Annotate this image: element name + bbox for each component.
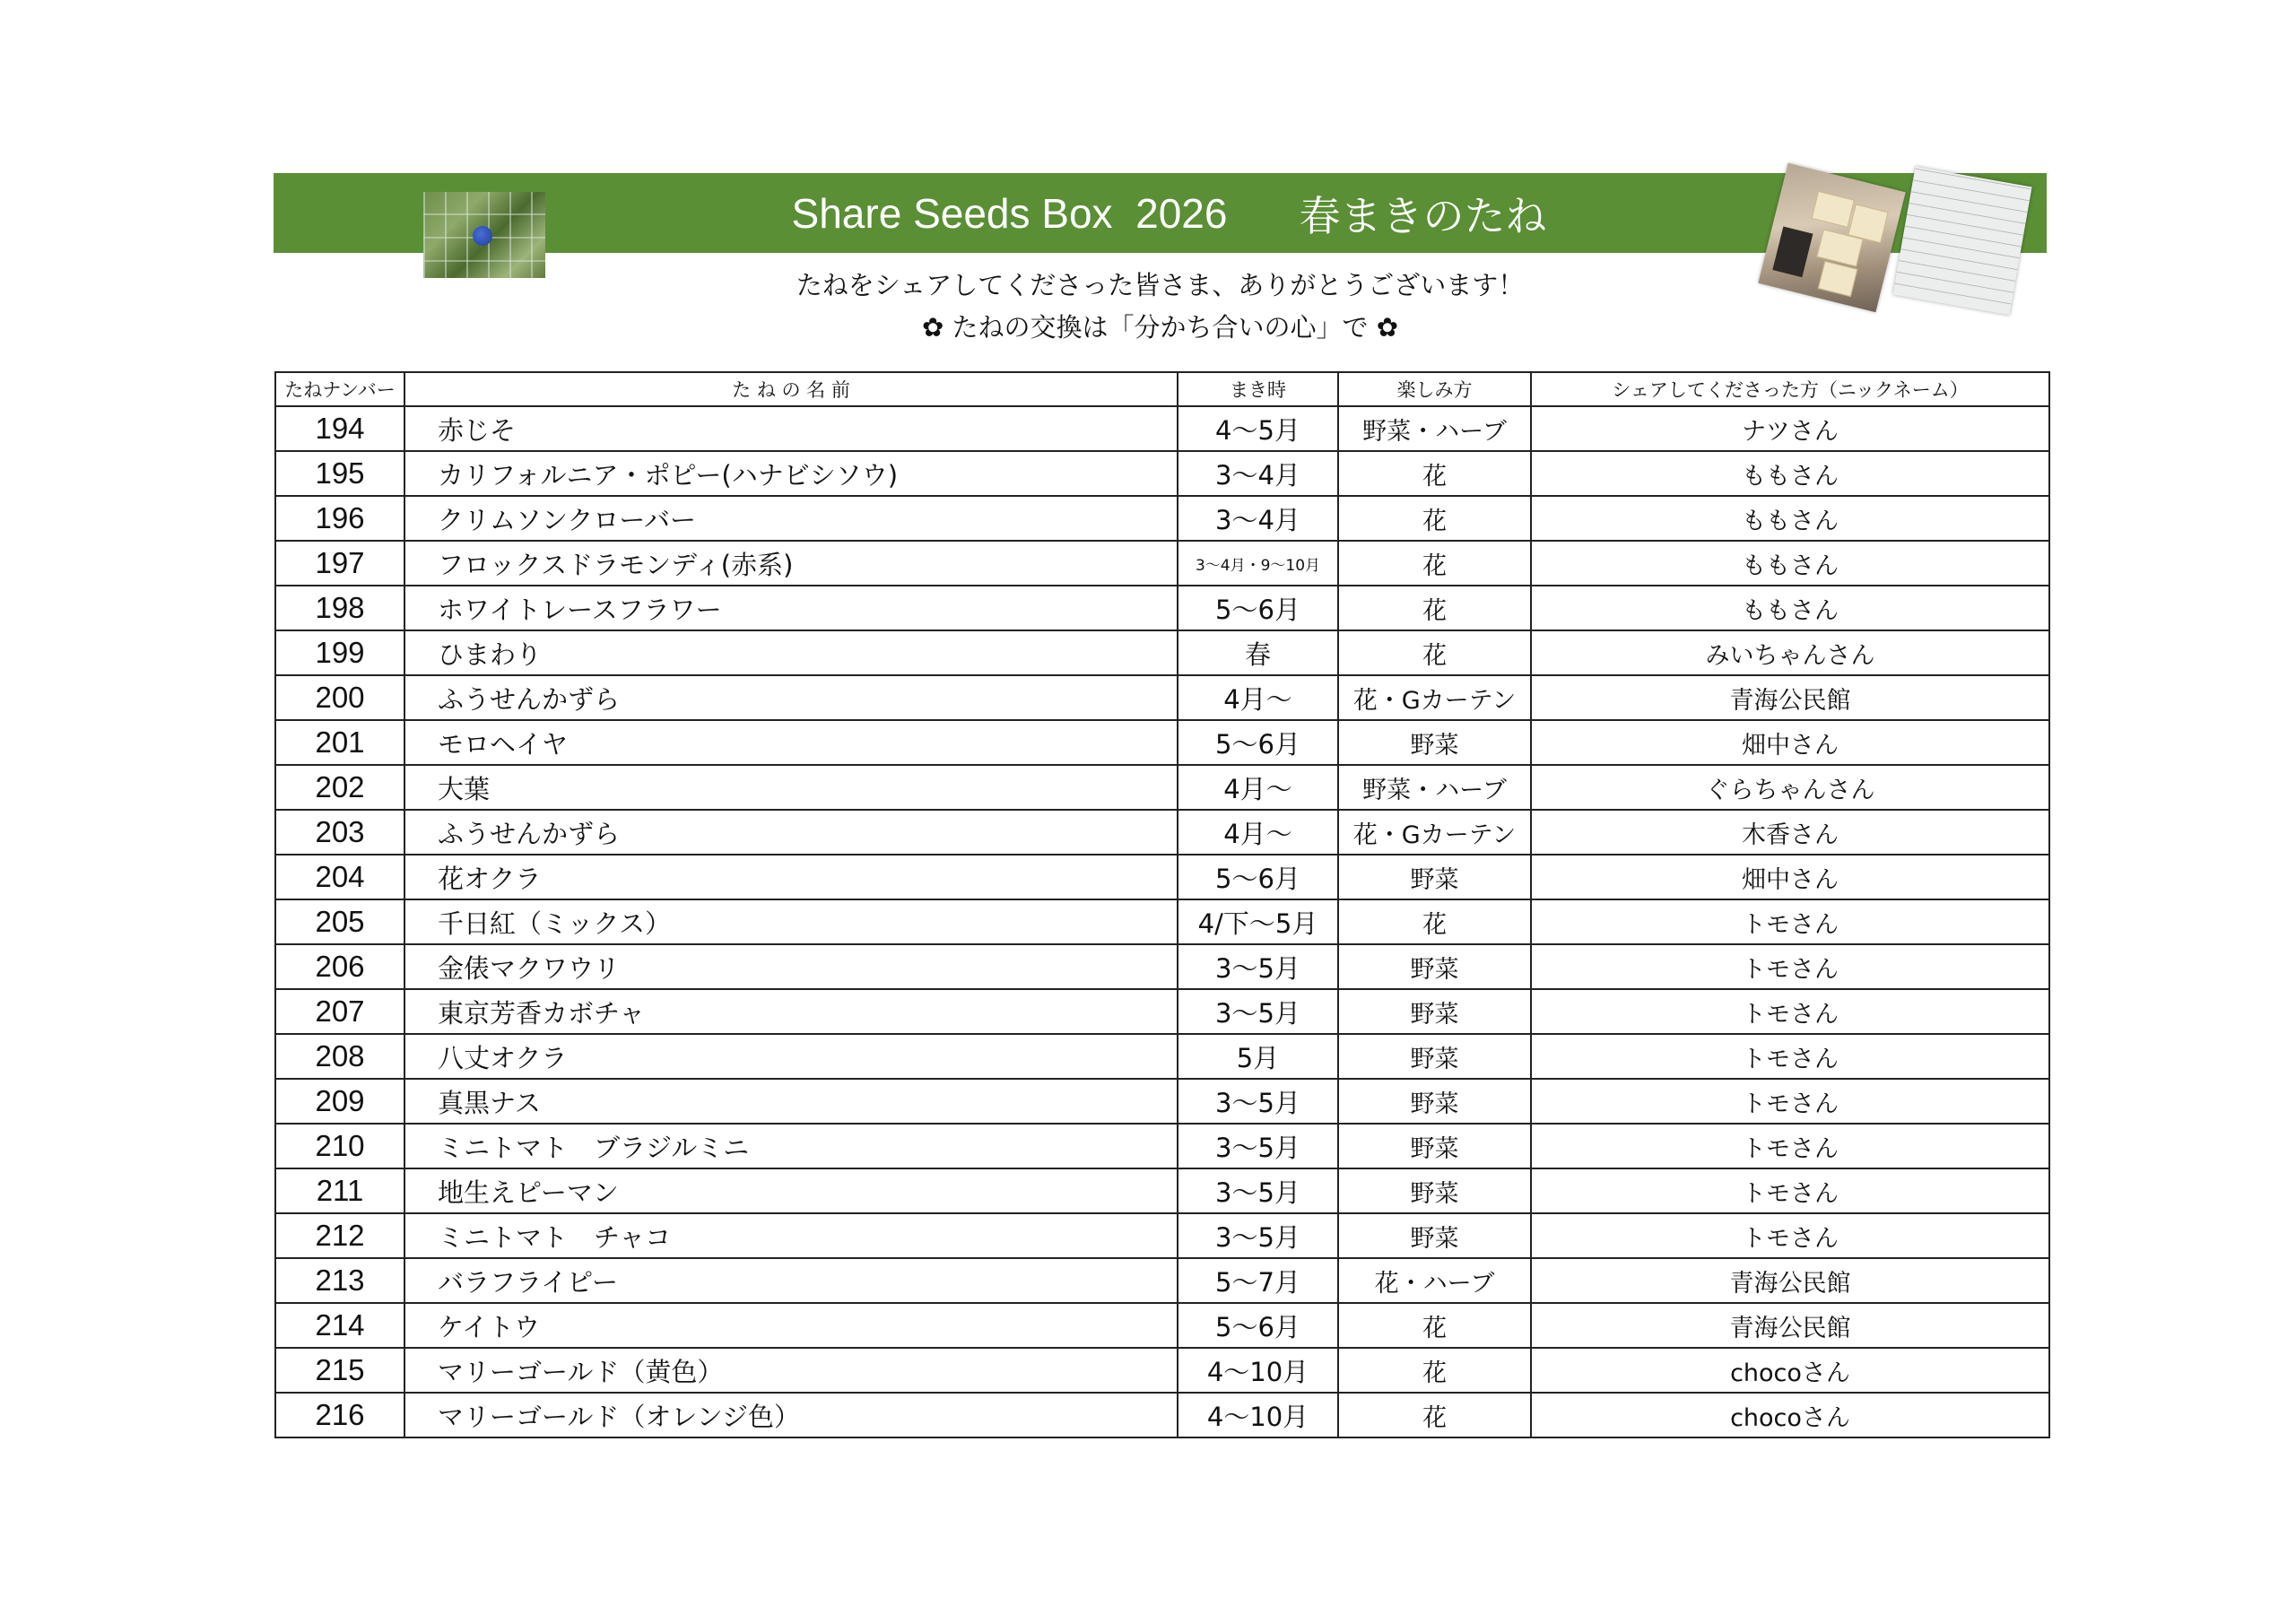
seed-name: ミニトマト チャコ — [404, 1213, 1178, 1258]
seed-number: 199 — [275, 630, 404, 675]
sowing-time: 3～5月 — [1178, 944, 1338, 989]
sowing-time: 3～5月 — [1178, 1124, 1338, 1168]
sharer-name: ももさん — [1531, 586, 2049, 630]
seed-use: 野菜 — [1338, 944, 1531, 989]
sharer-name: トモさん — [1531, 1168, 2049, 1213]
sowing-time: 4～5月 — [1178, 406, 1338, 451]
table-row — [275, 810, 2049, 855]
sowing-time: 4月～ — [1178, 675, 1338, 720]
table-row — [275, 1034, 2049, 1079]
table-row — [275, 989, 2049, 1034]
sowing-time: 5～6月 — [1178, 720, 1338, 765]
table-row — [275, 1348, 2049, 1393]
seed-name: 金俵マクワウリ — [404, 944, 1178, 989]
sowing-time: 3～4月 — [1178, 451, 1338, 496]
seed-number: 195 — [275, 451, 404, 496]
table-row — [275, 1168, 2049, 1213]
sharer-name: トモさん — [1531, 989, 2049, 1034]
seed-name: ふうせんかずら — [404, 810, 1178, 855]
seed-name: ホワイトレースフラワー — [404, 586, 1178, 630]
sharer-name: ナツさん — [1531, 406, 2049, 451]
seed-name: 真黒ナス — [404, 1079, 1178, 1124]
seed-use: 野菜 — [1338, 1034, 1531, 1079]
table-row — [275, 1258, 2049, 1303]
seed-use: 花・Gカーテン — [1338, 810, 1531, 855]
seed-name: 地生えピーマン — [404, 1168, 1178, 1213]
sharer-name: 畑中さん — [1531, 720, 2049, 765]
sowing-time: 3～4月・9～10月 — [1178, 541, 1338, 586]
seed-name: マリーゴールド（オレンジ色） — [404, 1393, 1178, 1437]
banner-subtitle: 春まきのたね — [1299, 192, 1547, 239]
table-row — [275, 855, 2049, 899]
seed-number: 200 — [275, 675, 404, 720]
sharer-name: ももさん — [1531, 451, 2049, 496]
sowing-time: 4～10月 — [1178, 1348, 1338, 1393]
seed-use: 野菜・ハーブ — [1338, 765, 1531, 810]
seed-name: モロヘイヤ — [404, 720, 1178, 765]
table-row — [275, 675, 2049, 720]
seed-number: 198 — [275, 586, 404, 630]
table-row — [275, 630, 2049, 675]
table-row — [275, 899, 2049, 944]
sharer-name: ももさん — [1531, 541, 2049, 586]
seed-number: 209 — [275, 1079, 404, 1124]
seed-name: 八丈オクラ — [404, 1034, 1178, 1079]
seed-use: 花 — [1338, 451, 1531, 496]
sharer-name: トモさん — [1531, 1124, 2049, 1168]
sowing-time: 3～4月 — [1178, 496, 1338, 541]
seed-use: 野菜 — [1338, 1124, 1531, 1168]
seed-number: 216 — [275, 1393, 404, 1437]
seed-use: 花 — [1338, 1303, 1531, 1348]
seed-number: 197 — [275, 541, 404, 586]
sharer-name: みいちゃんさん — [1531, 630, 2049, 675]
seed-use: 野菜 — [1338, 1168, 1531, 1213]
seed-number: 204 — [275, 855, 404, 899]
seed-number: 202 — [275, 765, 404, 810]
seed-name: 花オクラ — [404, 855, 1178, 899]
header-sharer: シェアしてくださった方（ニックネーム） — [1531, 372, 2049, 406]
sowing-time: 4～10月 — [1178, 1393, 1338, 1437]
seed-number: 208 — [275, 1034, 404, 1079]
table-header-row — [275, 372, 2049, 406]
seed-name: ケイトウ — [404, 1303, 1178, 1348]
sharer-name: chocoさん — [1531, 1348, 2049, 1393]
table-row — [275, 720, 2049, 765]
sowing-time: 5月 — [1178, 1034, 1338, 1079]
seed-name: フロックスドラモンディ(赤系) — [404, 541, 1178, 586]
seed-number: 206 — [275, 944, 404, 989]
sharer-name: トモさん — [1531, 1213, 2049, 1258]
table-row — [275, 944, 2049, 989]
seed-use: 花 — [1338, 541, 1531, 586]
seed-name: 赤じそ — [404, 406, 1178, 451]
table-row — [275, 496, 2049, 541]
header-use: 楽しみ方 — [1338, 372, 1531, 406]
seed-name: バラフライピー — [404, 1258, 1178, 1303]
seed-use: 花 — [1338, 496, 1531, 541]
seed-use: 野菜 — [1338, 720, 1531, 765]
seed-number: 214 — [275, 1303, 404, 1348]
sowing-time: 3～5月 — [1178, 1168, 1338, 1213]
seed-number: 211 — [275, 1168, 404, 1213]
seed-use: 花・Gカーテン — [1338, 675, 1531, 720]
sharer-name: ももさん — [1531, 496, 2049, 541]
sowing-time: 4月～ — [1178, 765, 1338, 810]
seed-use: 花 — [1338, 899, 1531, 944]
sharer-name: 青海公民館 — [1531, 675, 2049, 720]
sharer-name: トモさん — [1531, 944, 2049, 989]
sharer-name: 畑中さん — [1531, 855, 2049, 899]
seed-use: 花・ハーブ — [1338, 1258, 1531, 1303]
table-row — [275, 765, 2049, 810]
sharer-name: ぐらちゃんさん — [1531, 765, 2049, 810]
seed-name: 千日紅（ミックス） — [404, 899, 1178, 944]
seed-number: 205 — [275, 899, 404, 944]
table-row — [275, 1079, 2049, 1124]
seed-number: 203 — [275, 810, 404, 855]
table-row — [275, 586, 2049, 630]
table-row — [275, 451, 2049, 496]
seed-use: 野菜 — [1338, 1079, 1531, 1124]
seed-number: 207 — [275, 989, 404, 1034]
header-season: まき時 — [1178, 372, 1338, 406]
sharer-name: 木香さん — [1531, 810, 2049, 855]
seed-name: クリムソンクローバー — [404, 496, 1178, 541]
seed-number: 210 — [275, 1124, 404, 1168]
seed-name: ひまわり — [404, 630, 1178, 675]
table-row — [275, 541, 2049, 586]
table-row — [275, 1213, 2049, 1258]
sowing-time: 5～7月 — [1178, 1258, 1338, 1303]
sowing-time: 3～5月 — [1178, 989, 1338, 1034]
sharer-name: 青海公民館 — [1531, 1258, 2049, 1303]
exchange-note: ✿ たねの交換は「分かち合いの心」で ✿ — [921, 312, 1399, 343]
sowing-time: 春 — [1178, 630, 1338, 675]
seed-name: ふうせんかずら — [404, 675, 1178, 720]
header-number: たねナンバー — [275, 372, 404, 406]
table-row — [275, 1393, 2049, 1437]
seed-use: 野菜 — [1338, 989, 1531, 1034]
sowing-time: 5～6月 — [1178, 855, 1338, 899]
seed-name: ミニトマト ブラジルミニ — [404, 1124, 1178, 1168]
sowing-time: 5～6月 — [1178, 1303, 1338, 1348]
seed-number: 212 — [275, 1213, 404, 1258]
seed-number: 201 — [275, 720, 404, 765]
seed-number: 196 — [275, 496, 404, 541]
sharer-name: トモさん — [1531, 899, 2049, 944]
sharer-name: トモさん — [1531, 1034, 2049, 1079]
seed-number: 215 — [275, 1348, 404, 1393]
banner-title: Share Seeds Box 2026 — [791, 189, 1228, 237]
sowing-time: 3～5月 — [1178, 1213, 1338, 1258]
seed-name: カリフォルニア・ポピー(ハナビシソウ) — [404, 451, 1178, 496]
seed-table — [274, 371, 2050, 1438]
table-row — [275, 1303, 2049, 1348]
table-row — [275, 1124, 2049, 1168]
seed-name: 東京芳香カボチャ — [404, 989, 1178, 1034]
sowing-time: 4/下～5月 — [1178, 899, 1338, 944]
seed-name: マリーゴールド（黄色） — [404, 1348, 1178, 1393]
sharer-name: chocoさん — [1531, 1393, 2049, 1437]
seed-number: 194 — [275, 406, 404, 451]
seed-use: 野菜 — [1338, 1213, 1531, 1258]
sharer-name: 青海公民館 — [1531, 1303, 2049, 1348]
seed-use: 野菜・ハーブ — [1338, 406, 1531, 451]
table-row — [275, 406, 2049, 451]
seed-use: 花 — [1338, 630, 1531, 675]
seed-use: 花 — [1338, 586, 1531, 630]
sowing-time: 5～6月 — [1178, 586, 1338, 630]
seed-number: 213 — [275, 1258, 404, 1303]
seed-use: 花 — [1338, 1348, 1531, 1393]
sowing-time: 4月～ — [1178, 810, 1338, 855]
sowing-time: 3～5月 — [1178, 1079, 1338, 1124]
header-name: た ね の 名 前 — [404, 372, 1178, 406]
seed-name: 大葉 — [404, 765, 1178, 810]
thanks-message: たねをシェアしてくださった皆さま、ありがとうございます！ — [796, 270, 1525, 300]
seed-use: 花 — [1338, 1393, 1531, 1437]
seed-use: 野菜 — [1338, 855, 1531, 899]
sharer-name: トモさん — [1531, 1079, 2049, 1124]
